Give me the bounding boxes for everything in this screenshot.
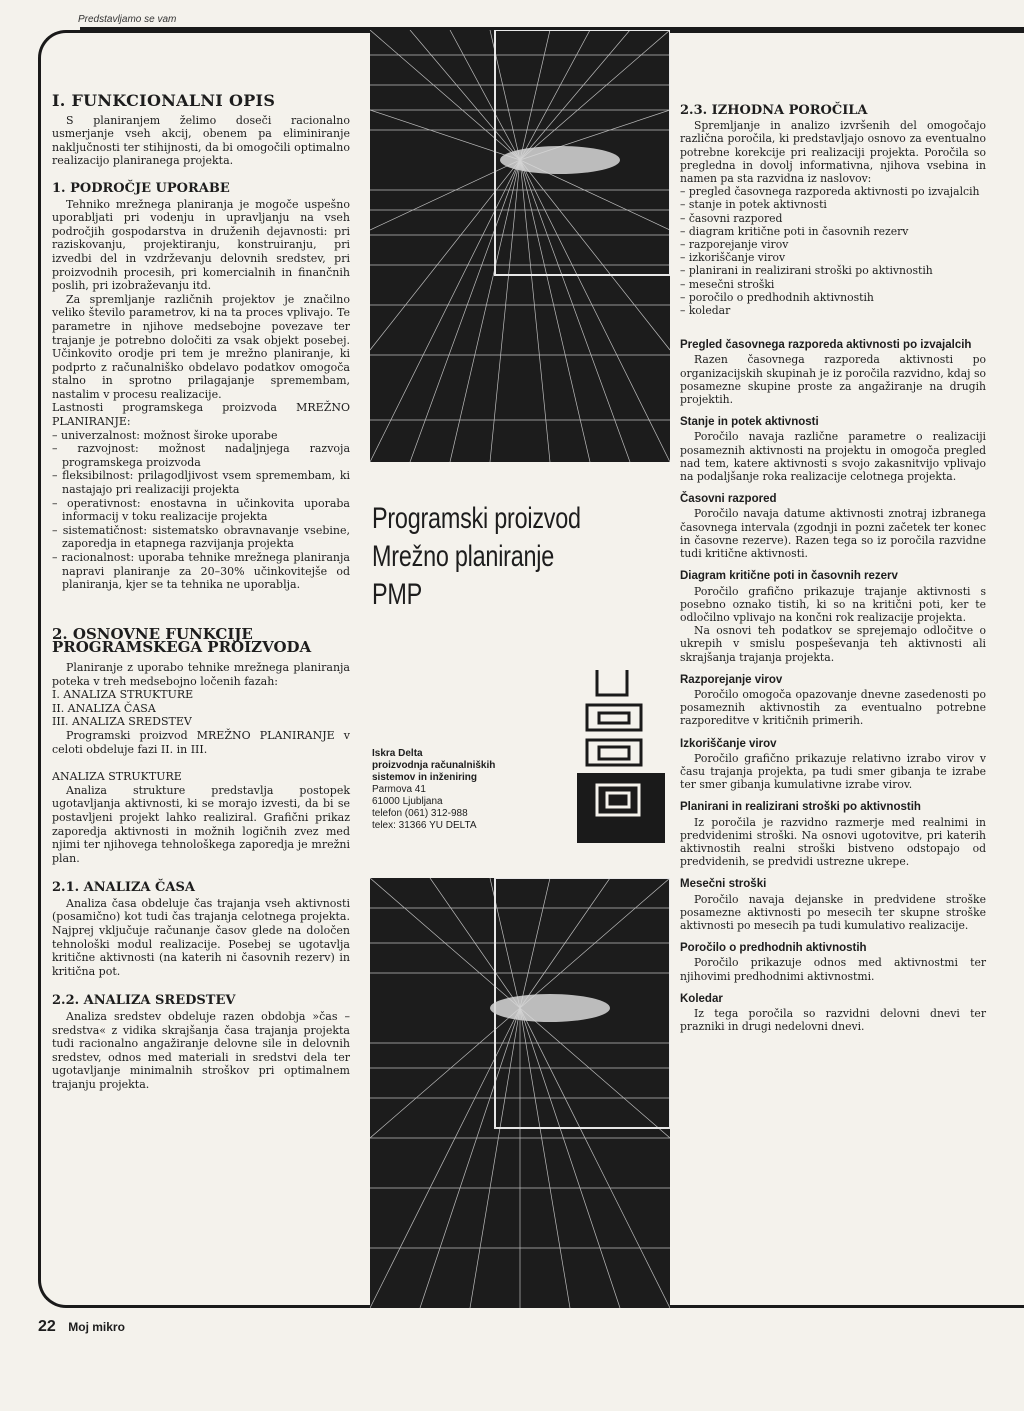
structure-title: ANALIZA STRUKTURE [52,770,182,784]
area-p3: Lastnosti programskega proizvoda MREŽNO PLANIRANJE: [52,401,350,429]
time-title: 2.1. ANALIZA ČASA [52,880,195,896]
report-title: Stanje in potek aktivnosti [680,416,819,429]
report-list-item: – razporejanje virov [680,238,789,252]
resources-text: Analiza sredstev obdeluje razen obdobja »čas – sredstva« z vidika skrajšanja časa trajanja projekta tudi racionalno angažiranje delovne sile in delovnih sredstev, odnos med materiali in sredstvi dela ter ugotavljanje minimalnih stroškov pri optimalnem trajanju projekta. [52,1010,350,1091]
report-list-item: – diagram kritične poti in časovnih rezerv [680,224,909,238]
time-text: Analiza časa obdeluje čas trajanja vseh aktivnosti (posamično) kot tudi čas trajanja celotnega projekta. Najprej vključuje računanje časov glede na določen tehnološki modul realizacije. Posebej se ugotavlja kritične aktivnosti (na katerih ni časovnih rezerv) in kritična pot. [52,896,350,978]
report-title: Izkoriščanje virov [680,737,777,750]
magazine-name: Moj mikro [68,1320,125,1334]
report-text: Poročilo navaja različne parametre o realizaciji posameznih aktivnosti na projektu in omogoča pregled nad tem, katere aktivnosti s svojo zakasnitvijo vplivajo na podaljšanje roka realizacije celotnega projekta. [680,430,986,484]
report-list-item: – koledar [680,304,731,318]
report-title: Pregled časovnega razporeda aktivnosti po izvajalcih [680,339,972,352]
report-title: Razporejanje virov [680,673,783,686]
feature-item: – operativnost: enostavna in učinkovita uporaba informacij v toku realizacije projekta [52,496,350,524]
report-text: Iz tega poročila so razvidni delovni dnevi ter prazniki in drugi nedelovni dnevi. [680,1006,986,1034]
product-title [372,500,606,614]
report-text: Poročilo grafično prikazuje relativno izrabo virov v času trajanja projekta, pa tudi smer gibanja te izrabe ter smer gibanja kumulativne izrabe virov. [680,751,986,792]
feature-item: – univerzalnost: možnost široke uporabe [52,428,278,442]
phase-item: III. ANALIZA SREDSTEV [52,715,192,729]
report-text: Razen časovnega razporeda aktivnosti po organizacijskih skupinah je iz poročila razvidno, kdaj so posamezne skupine proste za angažiranje na drugih projektih. [680,353,986,407]
grid-artwork-bottom [370,878,670,1308]
company-phone: telefon (061) 312-988 [372,808,468,819]
report-list-item: – mesečni stroški [680,277,775,291]
phase-item: II. ANALIZA ČASA [52,701,156,715]
grid-artwork-top [370,30,670,462]
section2-intro: Planiranje z uporabo tehnike mrežnega planiranja poteka v treh medsebojno ločenih fazah: [52,660,350,688]
feature-item: – razvojnost: možnost nadaljnjega razvoja programskega proizvoda [52,442,350,469]
iskra-delta-logo [575,665,667,845]
report-text: Poročilo navaja datume aktivnosti znotraj izbranega časovnega intervala (zgodnji in pozni začetek ter konec in časovne rezerve). Razen tega so iz poročila razvidne tudi kritične aktivnosti. [680,507,986,561]
report-text: Poročilo grafično prikazuje trajanje aktivnosti s posebno oznako tistih, ki so na kritični poti, ker te odločilno vplivajo na končni rok realizacije projekta. [680,584,986,624]
perspective-grid-illustration [370,30,670,462]
report-list-item: – pregled časovnega razporeda aktivnosti po izvajalcih [680,185,980,199]
reports-section-title: 2.3. IZHODNA POROČILA [680,103,868,118]
section2-p2: Programski proizvod MREŽNO PLANIRANJE v celoti obdeluje fazi II. in III. [52,728,350,756]
report-title: Poročilo o predhodnih aktivnostih [680,942,867,955]
report-title: Mesečni stroški [680,878,767,891]
report-text: Poročilo navaja dejanske in predvidene stroške posamezne aktivnosti po mesecih ter skupne stroške aktivnosti po mesecih pa tudi kumulativo realizacije. [680,892,986,932]
report-title: Časovni razpored [680,493,777,506]
area-p2: Za spremljanje različnih projektov je značilno veliko število parametrov, ki na ta proces vplivajo. Te parametre in njihove medsebojne povezave ter trajanje je potrebno določiti za vsak objekt posebej. Učinkovito orodje pri tem je mrežno planiranje, ki podprto z računalniško obdelavo podatkov omogoča stalno in sprotno prilagajanje spremembam, nastalim v procesu realizacije. [52,292,350,401]
resources-title: 2.2. ANALIZA SREDSTEV [52,993,236,1009]
company-line2: proizvodnja računalniških [372,760,496,771]
page-number: 22 [38,1318,56,1335]
company-address2: 61000 Ljubljana [372,796,443,807]
feature-item: – racionalnost: uporaba tehnike mrežnega planiranja napravi planiranje za 20–30% učinkovitejše od planiranja, kjer se ta tehnika ne uporablja. [52,551,350,592]
report-title: Planirani in realizirani stroški po aktivnostih [680,801,921,814]
product-title-line1: Programski proizvod [372,502,581,535]
section-tag: Predstavljamo se vam [78,14,182,25]
report-list-item: – časovni razpored [680,211,783,225]
report-text: Iz poročila je razvidno razmerje med realnimi in predvidenimi stroški. Na osnovi ugotovitve, pri katerih aktivnostih realni stroški bistveno odstopajo od predvidenih, se predvidi ustrezne ukrepe. [680,815,986,869]
section1-intro: S planiranjem želimo doseči racionalno usmerjanje vseh akcij, obenem pa eliminiranje naključnosti ter stihijnosti, da bi omogočili optimalno realizacijo planiranega projekta. [52,113,350,168]
company-telex: telex: 31366 YU DELTA [372,820,477,831]
report-list-item: – izkoriščanje virov [680,251,786,265]
company-address1: Parmova 41 [372,784,426,795]
perspective-grid-illustration [370,878,670,1308]
feature-item: – sistematičnost: sistematsko obravnavanje vsebine, zaporedja in etapnega razvijanja projekta [52,523,350,551]
structure-text: Analiza strukture predstavlja postopek ugotavljanja aktivnosti, ki se morajo izvesti, da bi se postavljeni projekt lahko realiziral. Grafični prikaz zaporedja aktivnosti in možnih logičnih zvez med njimi ter njihovega tehnološkega zaporedja je mrežni plan. [52,783,350,865]
right-column [680,100,986,1033]
product-title-line3: PMP [372,578,423,611]
report-list-item: – poročilo o predhodnih aktivnostih [680,290,874,304]
report-list-item: – planirani in realizirani stroški po aktivnostih [680,264,933,278]
report-text: Poročilo omogoča opazovanje dnevne zasedenosti po posameznih aktivnostih za eventualno potrebne razporeditve v kritičnih primerih. [680,687,986,728]
report-text: Poročilo prikazuje odnos med aktivnostmi ter njihovimi predhodnimi aktivnostmi. [680,956,986,983]
page-footer [38,1318,125,1336]
phase-item: I. ANALIZA STRUKTURE [52,688,194,702]
reports-intro: Spremljanje in analizo izvršenih del omogočajo različna poročila, ki predstavljajo osnovo za eventualno potrebne korekcije pri realizaciji projekta. Poročila so pregledna in dovolj informativna, njihova vsebina in namen pa sta razvidna iz naslovov: [680,119,986,186]
logo-icon [575,665,667,845]
section2-title: 2. OSNOVNE FUNKCIJE PROGRAMSKEGA PROIZVODA [52,624,312,657]
left-column [52,91,350,1092]
company-name: Iskra Delta [372,748,423,759]
section1-title: I. FUNKCIONALNI OPIS [52,91,276,110]
company-line3: sistemov in inženiring [372,772,478,783]
feature-item: – fleksibilnost: prilagodljivost vsem spremembam, ki nastajajo pri realizaciji projekta [52,469,350,497]
report-text: Na osnovi teh podatkov se sprejemajo odločitve o ukrepih v smislu pospeševanja teh aktivnosti ali skrajšanja trajanja projekta. [680,624,986,664]
report-list-item: – stanje in potek aktivnosti [680,198,827,212]
area-title: 1. PODROČJE UPORABE [52,180,230,196]
area-p1: Tehniko mrežnega planiranja je mogoče uspešno uporabljati pri vodenju in upravljanju na vseh področjih gospodarstva in druženih dejavnosti: pri raziskovanju, projektiranju, konstruiranju, pri izvedbi del in vzdrževanju delovnih sredstev, pri proizvodnih procesih, pri komercialnih in finančnih poslih, pri izobraževanju itd. [52,197,350,293]
company-info [372,748,572,832]
report-title: Koledar [680,992,723,1005]
product-title-line2: Mrežno planiranje [372,540,555,573]
report-title: Diagram kritične poti in časovnih rezerv [680,570,898,583]
